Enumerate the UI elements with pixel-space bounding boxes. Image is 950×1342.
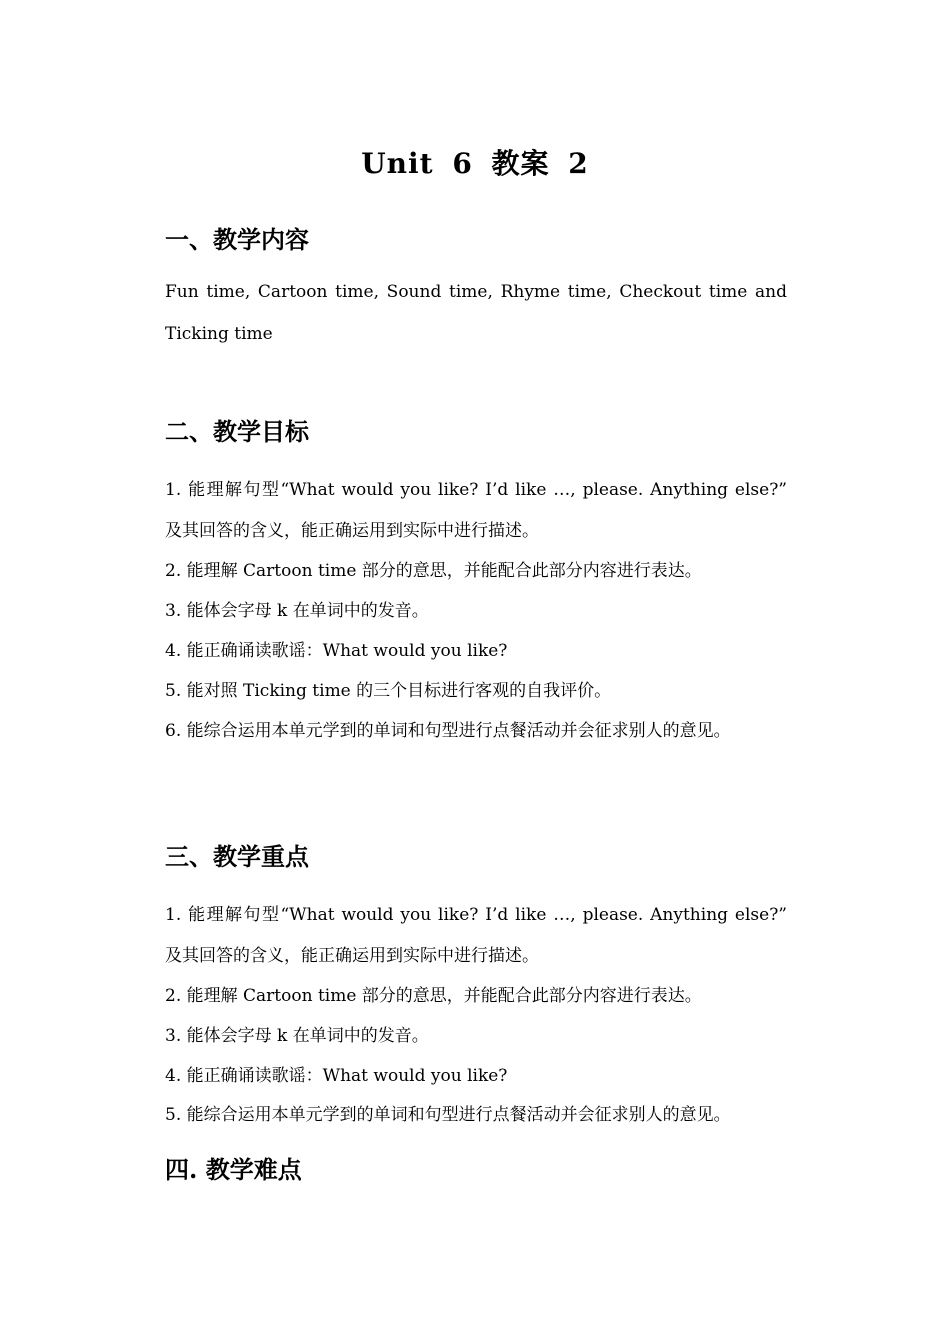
section-heading-content: 一、教学内容 bbox=[165, 225, 309, 254]
objective-line-4: 3. 能体会字母 k 在单词中的发音。 bbox=[165, 601, 429, 621]
section-heading-key-points: 三、教学重点 bbox=[165, 842, 309, 871]
section-heading-difficulties: 四. 教学难点 bbox=[165, 1155, 302, 1184]
objective-line-3: 2. 能理解 Cartoon time 部分的意思，并能配合此部分内容进行表达。 bbox=[165, 561, 702, 581]
objective-line-6: 5. 能对照 Ticking time 的三个目标进行客观的自我评价。 bbox=[165, 681, 612, 701]
key-point-line-2: 及其回答的含义，能正确运用到实际中进行描述。 bbox=[165, 946, 539, 966]
content-line-2: Ticking time bbox=[165, 324, 273, 344]
objective-line-7: 6. 能综合运用本单元学到的单词和句型进行点餐活动并会征求别人的意见。 bbox=[165, 721, 731, 741]
section-heading-objectives: 二、教学目标 bbox=[165, 417, 309, 446]
key-point-line-5: 4. 能正确诵读歌谣：What would you like? bbox=[165, 1066, 508, 1086]
key-point-line-1: 1. 能理解句型“What would you like? I’d like …, please. Anything else?” bbox=[165, 905, 787, 925]
objective-line-2: 及其回答的含义，能正确运用到实际中进行描述。 bbox=[165, 521, 539, 541]
objective-line-1: 1. 能理解句型“What would you like? I’d like …, please. Anything else?” bbox=[165, 480, 787, 500]
key-point-line-6: 5. 能综合运用本单元学到的单词和句型进行点餐活动并会征求别人的意见。 bbox=[165, 1105, 731, 1125]
content-line-1: Fun time, Cartoon time, Sound time, Rhyme time, Checkout time and bbox=[165, 282, 787, 302]
key-point-line-4: 3. 能体会字母 k 在单词中的发音。 bbox=[165, 1026, 429, 1046]
objective-line-5: 4. 能正确诵读歌谣：What would you like? bbox=[165, 641, 508, 661]
key-point-line-3: 2. 能理解 Cartoon time 部分的意思，并能配合此部分内容进行表达。 bbox=[165, 986, 702, 1006]
document-title: Unit 6 教案 2 bbox=[361, 147, 589, 180]
